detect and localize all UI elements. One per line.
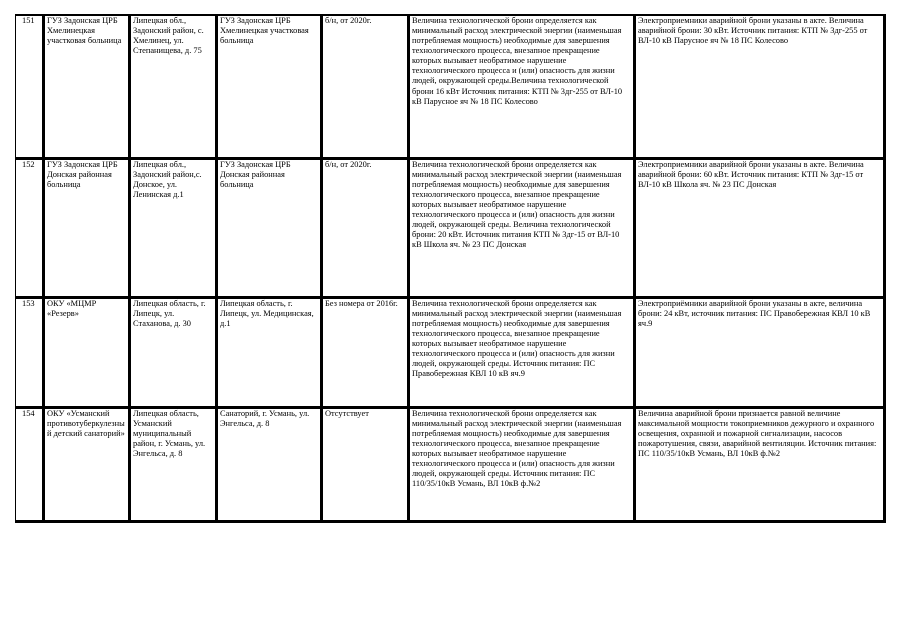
institution-name: ОКУ «МЦМР «Резерв»: [44, 297, 130, 407]
institution-name: ГУЗ Задонская ЦРБ Донская районная больница: [44, 158, 130, 297]
institution-name: ОКУ «Усманский противотуберкулезный детский санаторий»: [44, 407, 130, 521]
institution-address: Липецкая обл., Задонский район,с. Донское, ул. Ленинская д.1: [130, 158, 217, 297]
table-row: [16, 158, 885, 297]
act-document: Отсутствует: [322, 407, 409, 521]
emergency-reserve-note: Электроприемники аварийной брони указаны в акте. Величина аварийной брони: 60 кВт. Источник питания: КТП № 3дг-15 от ВЛ-10 кВ Школа яч. № 23 ПС Донская: [635, 158, 885, 297]
institution-address: Липецкая область, Усманский муниципальный район, г. Усмань, ул. Энгельса, д. 8: [130, 407, 217, 521]
facility-name: ГУЗ Задонская ЦРБ Хмелинецкая участковая больница: [217, 15, 322, 158]
institution-address: Липецкая обл., Задонский район, с. Хмелинец, ул. Степанищева, д. 75: [130, 15, 217, 158]
emergency-reserve-note: Электроприемники аварийной брони указаны в акте. Величина аварийной брони: 30 кВт. Источник питания: КТП № 3дг-255 от ВЛ-10 кВ Парусное яч № 18 ПС Колесово: [635, 15, 885, 158]
emergency-reserve-note: Величина аварийной брони признается равной величине максимальной мощности токоприемников дежурного и охранного освещения, охранной и пожарной сигнализации, насосов пожаротушения, связи, аварийной вентиляции. Источник питания: ПС 110/35/10кВ Усмань, ВЛ 10кВ ф.№2: [635, 407, 885, 521]
facility-name: ГУЗ Задонская ЦРБ Донская районная больница: [217, 158, 322, 297]
technological-reserve-description: Величина технологической брони определяется как минимальный расход электрической энергии (наименьшая потребляемая мощность) необходимые для завершения технологического процесса, внезапное прекращение которых вызывает необратимое нарушение технологического процесса и (или) опасность для жизни людей, окружающей среды. Величина технологической брони: 20 кВт. Источник питания КТП № 3дг-15 от ВЛ-10 кВ Школа яч. № 23 ПС Донская: [409, 158, 635, 297]
facility-name: Санаторий, г. Усмань, ул. Энгельса, д. 8: [217, 407, 322, 521]
facility-name: Липецкая область, г. Липецк, ул. Медицинская, д.1: [217, 297, 322, 407]
technological-reserve-description: Величина технологической брони определяется как минимальный расход электрической энергии (наименьшая потребляемая мощность) необходимые для завершения технологического процесса, внезапное прекращение которых вызывает необратимое нарушение технологического процесса и (или) опасность для жизни людей, окружающей среды. Источник питания: ПС Правобережная КВЛ 10 кВ яч.9: [409, 297, 635, 407]
emergency-reserve-note: Электроприёмники аварийной брони указаны в акте, величина брони: 24 кВт, источник питания: ПС Правобережная КВЛ 10 кВ яч.9: [635, 297, 885, 407]
row-number: 151: [16, 15, 44, 158]
act-document: б/н, от 2020г.: [322, 15, 409, 158]
emergency-reserve-table: [15, 14, 886, 523]
row-number: 152: [16, 158, 44, 297]
table-row: [16, 15, 885, 158]
technological-reserve-description: Величина технологической брони определяется как минимальный расход электрической энергии (наименьшая потребляемая мощность) необходимые для завершения технологического процесса, внезапное прекращение которых вызывает необратимое нарушение технологического процесса и (или) опасность для жизни людей, окружающей среды.Величина технологической брони 16 кВт Источник питания: КТП № 3дг-255 от ВЛ-10 кВ Парусное яч № 18 ПС Колесово: [409, 15, 635, 158]
table-row: [16, 407, 885, 521]
table-row: [16, 297, 885, 407]
institution-address: Липецкая область, г. Липецк, ул. Стаханова, д. 30: [130, 297, 217, 407]
act-document: б/н, от 2020г.: [322, 158, 409, 297]
row-number: 153: [16, 297, 44, 407]
institution-name: ГУЗ Задонская ЦРБ Хмелинецкая участковая больница: [44, 15, 130, 158]
act-document: Без номера от 2016г.: [322, 297, 409, 407]
technological-reserve-description: Величина технологической брони определяется как минимальный расход электрической энергии (наименьшая потребляемая мощность) необходимые для завершения технологического процесса, внезапное прекращение которых вызывает необратимое нарушение технологического процесса и (или) опасность для жизни людей, окружающей среды. Источник питания: ПС 110/35/10кВ Усмань, ВЛ 10кВ ф.№2: [409, 407, 635, 521]
row-number: 154: [16, 407, 44, 521]
